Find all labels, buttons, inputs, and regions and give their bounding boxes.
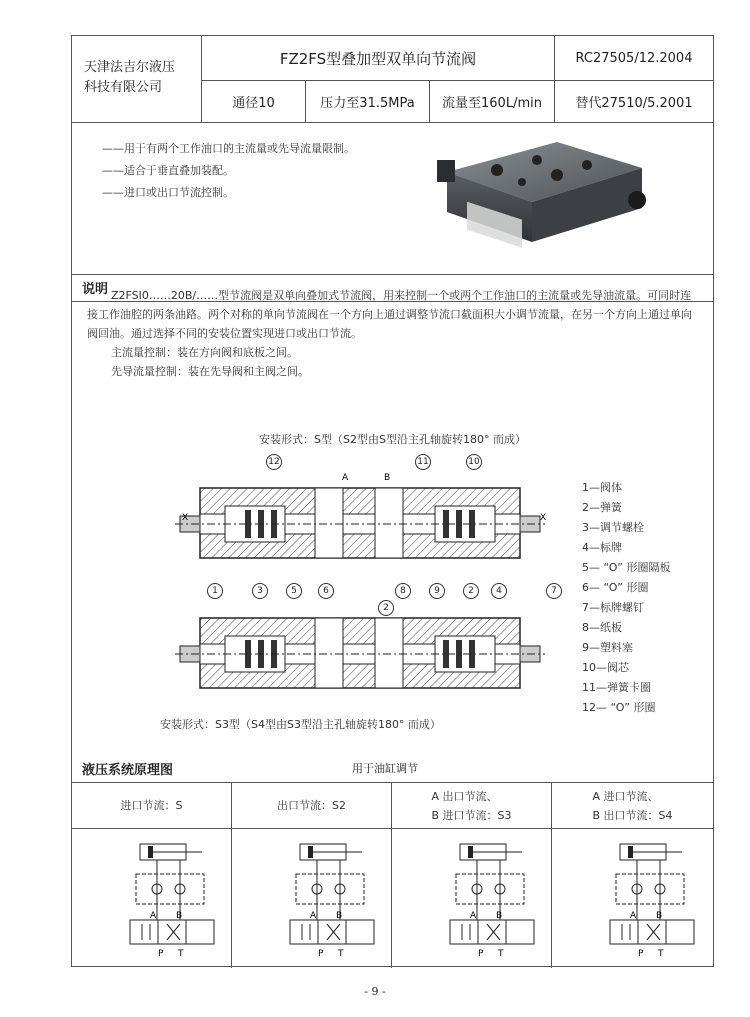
description-heading: 说明 xyxy=(72,274,713,302)
port-b-label: B xyxy=(336,911,343,921)
part-item: 6— “O” 形圈 xyxy=(582,581,649,594)
header-table xyxy=(72,36,713,123)
part-item: 12— “O” 形圈 xyxy=(582,701,656,714)
throttle-check-block xyxy=(616,874,684,904)
valve-box xyxy=(130,920,158,944)
port-p-label: P xyxy=(638,949,644,959)
callout-7: 7 xyxy=(546,583,562,599)
callout-2b: 2 xyxy=(463,583,479,599)
throttle-check-block xyxy=(136,874,204,904)
feature-item: ——用于有两个工作油口的主流量或先导流量限制。 xyxy=(102,142,355,155)
caption-s3-type: 安装形式：S3型（S4型由S3型沿主孔轴旋转180° 而成） xyxy=(160,718,441,731)
company-line-1: 天津法吉尔液压 xyxy=(84,60,176,75)
schematic-label-text: A 进口节流、 xyxy=(592,789,659,803)
port-a-label: A xyxy=(630,911,637,921)
part-item: 2—弹簧 xyxy=(582,501,622,514)
company-line-2: 科技有限公司 xyxy=(84,80,163,95)
feature-item: ——进口或出口节流控制。 xyxy=(102,186,234,199)
callout-9: 9 xyxy=(429,583,445,599)
callout-3: 3 xyxy=(252,583,268,599)
schematic-label-text: B 出口节流：S4 xyxy=(592,808,673,822)
port-a-label: A xyxy=(470,911,477,921)
callout-11: 11 xyxy=(415,454,431,470)
lower-section xyxy=(175,618,545,688)
intro-section xyxy=(72,122,713,275)
cylinder-piston xyxy=(308,846,313,858)
callout-4: 4 xyxy=(491,583,507,599)
hydraulic-heading-row xyxy=(72,754,713,782)
port-label-x-right: X xyxy=(540,513,547,523)
part-item: 9—塑料塞 xyxy=(582,641,633,654)
valve-box xyxy=(450,920,478,944)
schematic-label-text: 进口节流：S xyxy=(120,799,183,812)
valve-box xyxy=(186,920,214,944)
port-label-b: B xyxy=(384,473,391,483)
callout-10: 10 xyxy=(466,454,482,470)
callout-2: 2 xyxy=(378,600,394,616)
schematic-label-s xyxy=(72,782,232,829)
port-p-label: P xyxy=(158,949,164,959)
port-a-label: A xyxy=(150,911,157,921)
description-paragraph: Z2FSI0……20B/……型节流阀是双单向叠加式节流阀，用来控制一个或两个工作油口的主流量或先导油流量。可同时连接工作油腔的两条油路。两个对称的单向节流阀在一个方向上通过调整节流口截面积大小调节流量，在另一个方向上通过单向阀回油。通过选择不同的安装位置实现进口或出口节流。 xyxy=(87,289,692,340)
port-label-x-left: X xyxy=(182,513,189,523)
part-item: 1—阀体 xyxy=(582,481,622,494)
spec-size: 通径10 xyxy=(202,81,306,122)
part-item: 5— “O” 形圈隔板 xyxy=(582,561,671,574)
schematic-label-text: A 出口节流、 xyxy=(431,789,498,803)
feature-list xyxy=(102,138,355,204)
parts-list xyxy=(582,478,670,718)
company-name xyxy=(72,36,202,122)
port-p-label: P xyxy=(318,949,324,959)
part-item: 3—调节螺栓 xyxy=(582,521,644,534)
valve-box xyxy=(158,920,186,944)
callout-12: 12 xyxy=(266,454,282,470)
callout-6: 6 xyxy=(318,583,334,599)
hydraulic-schematic xyxy=(282,834,392,962)
schematic-label-text: B 进口节流：S3 xyxy=(431,808,512,822)
cylinder-piston xyxy=(148,846,153,858)
valve-box xyxy=(610,920,638,944)
cylinder-piston xyxy=(468,846,473,858)
valve-box xyxy=(290,920,318,944)
schematic-label-s2 xyxy=(232,782,392,829)
cylinder-piston xyxy=(628,846,633,858)
hydraulic-schematic xyxy=(122,834,232,962)
port-t-label: T xyxy=(658,949,664,959)
port-t-label: T xyxy=(178,949,184,959)
hydraulic-schematic xyxy=(602,834,712,962)
port-a-label: A xyxy=(310,911,317,921)
port-b-label: B xyxy=(176,911,183,921)
callout-1: 1 xyxy=(207,583,223,599)
valve-box xyxy=(478,920,506,944)
port-b-label: B xyxy=(496,911,503,921)
caption-s-type: 安装形式：S型（S2型由S型沿主孔轴旋转180° 而成） xyxy=(259,433,526,446)
port-b-label: B xyxy=(656,911,663,921)
part-item: 4—标牌 xyxy=(582,541,622,554)
product-photo xyxy=(437,130,652,262)
port-t-label: T xyxy=(498,949,504,959)
valve-box xyxy=(506,920,534,944)
valve-box xyxy=(666,920,694,944)
feature-item: ——适合于垂直叠加装配。 xyxy=(102,164,234,177)
schematic-label-s4 xyxy=(552,782,713,829)
valve-box xyxy=(638,920,666,944)
schematic-label-s3 xyxy=(392,782,552,829)
hydraulic-subtitle: 用于油缸调节 xyxy=(352,762,418,775)
valve-box xyxy=(318,920,346,944)
hydraulic-schematic xyxy=(442,834,552,962)
product-title: FZ2FS型叠加型双单向节流阀 xyxy=(202,36,555,81)
spec-flow: 流量至160L/min xyxy=(430,81,555,122)
part-item: 8—纸板 xyxy=(582,621,622,634)
throttle-check-block xyxy=(296,874,364,904)
part-item: 7—标牌螺钉 xyxy=(582,601,644,614)
port-p-label: P xyxy=(478,949,484,959)
page-number: - 9 - xyxy=(364,985,386,998)
description-text xyxy=(87,286,699,381)
hydraulic-heading: 液压系统原理图 xyxy=(82,762,174,778)
callout-5: 5 xyxy=(286,583,302,599)
callout-8: 8 xyxy=(395,583,411,599)
valve-box xyxy=(346,920,374,944)
part-item: 10—阀芯 xyxy=(582,661,629,674)
schematic-label-text: 出口节流：S2 xyxy=(277,799,346,812)
port-t-label: T xyxy=(338,949,344,959)
throttle-check-block xyxy=(456,874,524,904)
document-code: RC27505/12.2004 xyxy=(555,36,713,81)
description-main-flow: 主流量控制：装在方向阀和底板之间。 xyxy=(111,346,298,359)
part-item: 11—弹簧卡圈 xyxy=(582,681,651,694)
upper-section xyxy=(175,488,545,558)
port-label-a: A xyxy=(342,473,349,483)
description-pilot-flow: 先导流量控制：装在先导阀和主阀之间。 xyxy=(111,365,309,378)
spec-pressure: 压力至31.5MPa xyxy=(306,81,430,122)
spec-replaces: 替代27510/5.2001 xyxy=(575,96,693,111)
